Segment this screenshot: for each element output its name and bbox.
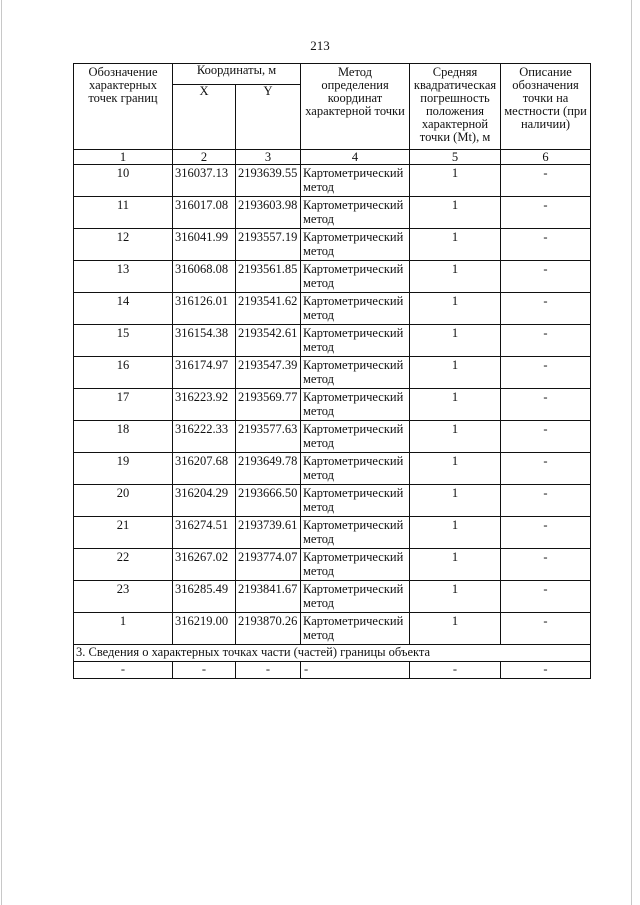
error-cell: 1 bbox=[410, 485, 501, 517]
table-row bbox=[74, 517, 591, 549]
x-coordinate-cell: 316068.08 bbox=[173, 261, 236, 293]
error-cell: 1 bbox=[410, 389, 501, 421]
description-cell: - bbox=[501, 453, 591, 485]
x-coordinate-cell: 316154.38 bbox=[173, 325, 236, 357]
x-coordinate-cell: 316017.08 bbox=[173, 197, 236, 229]
point-cell: 21 bbox=[74, 517, 173, 549]
table-row bbox=[74, 357, 591, 389]
method-cell bbox=[301, 229, 410, 261]
table-cell: - bbox=[301, 662, 410, 679]
method-cell bbox=[301, 421, 410, 453]
column-number: 4 bbox=[301, 150, 410, 165]
y-coordinate-cell: 2193870.26 bbox=[236, 613, 301, 645]
method-line-1: Картометрический bbox=[303, 166, 404, 180]
point-cell: 12 bbox=[74, 229, 173, 261]
error-cell: 1 bbox=[410, 165, 501, 197]
column-number: 2 bbox=[173, 150, 236, 165]
header-description: Описание обозначения точки на местности (при наличии) bbox=[501, 64, 591, 150]
x-coordinate-cell: 316207.68 bbox=[173, 453, 236, 485]
error-cell: 1 bbox=[410, 453, 501, 485]
method-line-2: метод bbox=[303, 404, 335, 418]
table-row bbox=[74, 389, 591, 421]
section-3-title: 3. Сведения о характерных точках части (частей) границы объекта bbox=[74, 645, 591, 662]
table-row bbox=[74, 549, 591, 581]
method-cell bbox=[301, 165, 410, 197]
method-line-2: метод bbox=[303, 564, 335, 578]
header-coordinates: Координаты, м bbox=[173, 64, 301, 85]
method-line-2: метод bbox=[303, 276, 335, 290]
description-cell: - bbox=[501, 165, 591, 197]
error-cell: 1 bbox=[410, 517, 501, 549]
point-cell: 22 bbox=[74, 549, 173, 581]
y-coordinate-cell: 2193739.61 bbox=[236, 517, 301, 549]
table-cell: - bbox=[74, 662, 173, 679]
method-line-1: Картометрический bbox=[303, 486, 404, 500]
method-line-2: метод bbox=[303, 596, 335, 610]
y-coordinate-cell: 2193639.55 bbox=[236, 165, 301, 197]
method-line-1: Картометрический bbox=[303, 390, 404, 404]
description-cell: - bbox=[501, 261, 591, 293]
method-line-2: метод bbox=[303, 180, 335, 194]
x-coordinate-cell: 316174.97 bbox=[173, 357, 236, 389]
table-cell: - bbox=[236, 662, 301, 679]
method-cell bbox=[301, 549, 410, 581]
method-line-1: Картометрический bbox=[303, 262, 404, 276]
point-cell: 11 bbox=[74, 197, 173, 229]
table-row bbox=[74, 581, 591, 613]
x-coordinate-cell: 316037.13 bbox=[173, 165, 236, 197]
description-cell: - bbox=[501, 229, 591, 261]
x-coordinate-cell: 316222.33 bbox=[173, 421, 236, 453]
point-cell: 13 bbox=[74, 261, 173, 293]
description-cell: - bbox=[501, 197, 591, 229]
y-coordinate-cell: 2193774.07 bbox=[236, 549, 301, 581]
table-cell: - bbox=[501, 662, 591, 679]
boundary-points-table bbox=[73, 63, 591, 679]
method-line-1: Картометрический bbox=[303, 198, 404, 212]
method-cell bbox=[301, 453, 410, 485]
method-line-1: Картометрический bbox=[303, 550, 404, 564]
method-cell bbox=[301, 325, 410, 357]
y-coordinate-cell: 2193561.85 bbox=[236, 261, 301, 293]
table-cell: - bbox=[410, 662, 501, 679]
method-cell bbox=[301, 613, 410, 645]
scan-edge-right bbox=[631, 0, 632, 905]
point-cell: 19 bbox=[74, 453, 173, 485]
method-line-1: Картометрический bbox=[303, 518, 404, 532]
scan-edge-left bbox=[1, 0, 2, 905]
method-line-1: Картометрический bbox=[303, 454, 404, 468]
method-line-2: метод bbox=[303, 340, 335, 354]
error-cell: 1 bbox=[410, 229, 501, 261]
error-cell: 1 bbox=[410, 197, 501, 229]
point-cell: 15 bbox=[74, 325, 173, 357]
x-coordinate-cell: 316041.99 bbox=[173, 229, 236, 261]
x-coordinate-cell: 316274.51 bbox=[173, 517, 236, 549]
error-cell: 1 bbox=[410, 613, 501, 645]
method-line-2: метод bbox=[303, 308, 335, 322]
error-cell: 1 bbox=[410, 581, 501, 613]
error-cell: 1 bbox=[410, 293, 501, 325]
y-coordinate-cell: 2193841.67 bbox=[236, 581, 301, 613]
description-cell: - bbox=[501, 581, 591, 613]
method-line-2: метод bbox=[303, 372, 335, 386]
y-coordinate-cell: 2193557.19 bbox=[236, 229, 301, 261]
point-cell: 16 bbox=[74, 357, 173, 389]
y-coordinate-cell: 2193577.63 bbox=[236, 421, 301, 453]
x-coordinate-cell: 316267.02 bbox=[173, 549, 236, 581]
description-cell: - bbox=[501, 421, 591, 453]
description-cell: - bbox=[501, 293, 591, 325]
table-row bbox=[74, 261, 591, 293]
header-point: Обозначение характерных точек границ bbox=[74, 64, 173, 150]
table-row bbox=[74, 325, 591, 357]
header-method: Метод определения координат характерной точки bbox=[301, 64, 410, 150]
y-coordinate-cell: 2193547.39 bbox=[236, 357, 301, 389]
y-coordinate-cell: 2193603.98 bbox=[236, 197, 301, 229]
method-line-2: метод bbox=[303, 628, 335, 642]
point-cell: 14 bbox=[74, 293, 173, 325]
column-number: 5 bbox=[410, 150, 501, 165]
method-cell bbox=[301, 485, 410, 517]
header-x: X bbox=[173, 85, 236, 150]
y-coordinate-cell: 2193542.61 bbox=[236, 325, 301, 357]
table-row bbox=[74, 229, 591, 261]
table-body bbox=[74, 165, 591, 645]
description-cell: - bbox=[501, 549, 591, 581]
x-coordinate-cell: 316126.01 bbox=[173, 293, 236, 325]
point-cell: 10 bbox=[74, 165, 173, 197]
method-cell bbox=[301, 197, 410, 229]
table-row bbox=[74, 197, 591, 229]
method-line-2: метод bbox=[303, 436, 335, 450]
method-cell bbox=[301, 581, 410, 613]
point-cell: 18 bbox=[74, 421, 173, 453]
y-coordinate-cell: 2193666.50 bbox=[236, 485, 301, 517]
method-line-2: метод bbox=[303, 500, 335, 514]
method-line-2: метод bbox=[303, 532, 335, 546]
method-line-1: Картометрический bbox=[303, 614, 404, 628]
column-number: 3 bbox=[236, 150, 301, 165]
point-cell: 20 bbox=[74, 485, 173, 517]
method-cell bbox=[301, 357, 410, 389]
x-coordinate-cell: 316204.29 bbox=[173, 485, 236, 517]
table-row bbox=[74, 293, 591, 325]
table-cell: - bbox=[173, 662, 236, 679]
error-cell: 1 bbox=[410, 357, 501, 389]
section-3-row bbox=[74, 662, 591, 679]
method-cell bbox=[301, 261, 410, 293]
description-cell: - bbox=[501, 613, 591, 645]
method-cell bbox=[301, 517, 410, 549]
method-line-1: Картометрический bbox=[303, 582, 404, 596]
method-cell bbox=[301, 389, 410, 421]
table-row bbox=[74, 421, 591, 453]
method-line-1: Картометрический bbox=[303, 422, 404, 436]
page-number: 213 bbox=[310, 38, 330, 53]
column-number: 1 bbox=[74, 150, 173, 165]
table-row bbox=[74, 613, 591, 645]
header-error: Средняя квадратическая погрешность положения характерной точки (Mt), м bbox=[410, 64, 501, 150]
method-line-2: метод bbox=[303, 244, 335, 258]
point-cell: 17 bbox=[74, 389, 173, 421]
method-line-1: Картометрический bbox=[303, 294, 404, 308]
x-coordinate-cell: 316223.92 bbox=[173, 389, 236, 421]
y-coordinate-cell: 2193569.77 bbox=[236, 389, 301, 421]
method-line-2: метод bbox=[303, 468, 335, 482]
table-row bbox=[74, 165, 591, 197]
table-row bbox=[74, 453, 591, 485]
method-line-1: Картометрический bbox=[303, 230, 404, 244]
x-coordinate-cell: 316285.49 bbox=[173, 581, 236, 613]
method-line-1: Картометрический bbox=[303, 326, 404, 340]
method-line-1: Картометрический bbox=[303, 358, 404, 372]
description-cell: - bbox=[501, 325, 591, 357]
header-y: Y bbox=[236, 85, 301, 150]
method-cell bbox=[301, 293, 410, 325]
description-cell: - bbox=[501, 485, 591, 517]
error-cell: 1 bbox=[410, 261, 501, 293]
point-cell: 1 bbox=[74, 613, 173, 645]
column-number: 6 bbox=[501, 150, 591, 165]
table-row bbox=[74, 485, 591, 517]
method-line-2: метод bbox=[303, 212, 335, 226]
x-coordinate-cell: 316219.00 bbox=[173, 613, 236, 645]
error-cell: 1 bbox=[410, 549, 501, 581]
error-cell: 1 bbox=[410, 325, 501, 357]
y-coordinate-cell: 2193649.78 bbox=[236, 453, 301, 485]
description-cell: - bbox=[501, 517, 591, 549]
error-cell: 1 bbox=[410, 421, 501, 453]
description-cell: - bbox=[501, 357, 591, 389]
point-cell: 23 bbox=[74, 581, 173, 613]
y-coordinate-cell: 2193541.62 bbox=[236, 293, 301, 325]
description-cell: - bbox=[501, 389, 591, 421]
